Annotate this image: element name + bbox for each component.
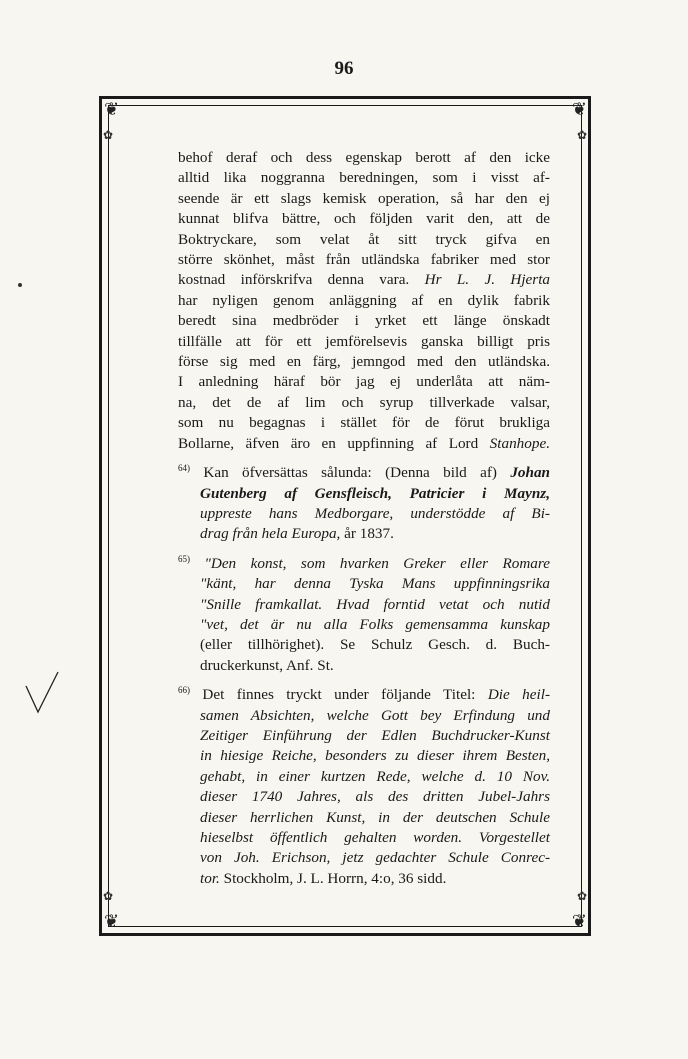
text-run: år 1837. [344,525,394,543]
footnote-66 [178,685,550,889]
text-run: Zeitiger Einführung der Edlen Buchdrucker-Kunst [200,726,550,744]
text-line: behof deraf och dess egenskap berott af den icke [178,149,550,166]
text-line [178,615,550,635]
text-line: som nu begagnas i stället för de förut brukliga [178,414,550,432]
text-run: samen Absichten, welche Gott bey Erfindung und [200,706,550,724]
text-line: har nyligen genom anläggning af en dylik fabrik [178,291,550,309]
text-line [178,685,550,705]
text-run: Johan [510,464,551,482]
text-line [178,574,550,594]
text-run: Bollarne, äfven äro en uppfinning af Lord [178,434,479,452]
text-line [178,463,550,483]
name-stanhope: Stanhope. [489,434,550,452]
page-number: 96 [334,58,354,79]
text-run: "känt, har denna Tyska Mans uppfinningsrika [200,575,550,593]
text-line [178,270,550,290]
text-run: drag från hela Europa, [200,525,341,543]
text-column [178,148,550,889]
text-run: kostnad införskrifva denna vara. [178,271,410,289]
text-line: druckerkunst, Anf. St. [200,656,334,674]
vine-ornament-icon: ✿ [576,128,588,142]
corner-ornament-icon: ❦ [104,99,119,120]
text-run: Gutenberg af Gensfleisch, Patricier i Maynz, [200,484,550,502]
footnote-number: 66) [178,685,190,696]
text-line: beredt sina medbröder i yrket ett länge önskadt [178,312,550,330]
text-line [178,504,550,524]
vine-ornament-icon: ✿ [576,888,588,903]
text-line: na, det de af lim och syrup tillverkade valsar, [178,393,550,411]
text-line: större skönhet, måst från utländska fabriker med stor [178,251,550,269]
vine-ornament-icon: ✿ [102,128,114,142]
footnote-65 [178,554,550,676]
text-run: Stockholm, J. L. Horrn, 4:o, 36 sidd. [223,869,447,887]
margin-dot [18,283,22,287]
text-line: (eller tillhörighet). Se Schulz Gesch. d. Buch- [200,636,550,654]
text-line: Boktryckare, som velat åt sitt tryck gifva en [178,230,550,248]
text-line [178,808,550,828]
text-line [178,434,550,454]
text-line [178,746,550,766]
text-run: dieser herrlichen Kunst, in der deutschen Schule [200,808,550,826]
text-line [178,524,550,544]
text-run: "Snille framkallat. Hvad forntid vetat och nutid [200,595,550,613]
text-run: von Joh. Erichson, jetz gedachter Schule Conrec- [200,849,550,867]
text-line: tillfälle att för ett jemförelsevis ganska billigt pris [178,332,550,350]
text-line [178,869,550,889]
text-run: dieser 1740 Jahres, als des dritten Jubel-Jahrs [200,788,550,806]
text-run: tor. [200,869,220,887]
text-line [178,554,550,574]
corner-ornament-icon: ❦ [104,911,119,932]
text-run: hieselbst öffentlich gehalten worden. Vorgestellet [200,829,550,846]
text-run: Det finnes tryckt under följande Titel: [202,686,476,704]
text-line [178,706,550,726]
text-line [178,787,550,807]
text-run: Kan öfversättas sålunda: (Denna bild af) [203,464,497,482]
text-line [178,726,550,746]
text-run: gehabt, in einer kurtzen Rede, welche d. 10 Nov. [200,767,550,785]
name-hjerta: Hr L. J. Hjerta [424,271,551,289]
checkmark-annotation [22,668,62,718]
text-run: in hiesige Reiche, besonders zu dieser ihrem Besten, [200,747,550,765]
text-line [178,848,550,868]
text-line: kunnat blifva bättre, och följden varit den, att de [178,210,550,228]
text-line [178,767,550,787]
corner-ornament-icon: ❦ [571,911,586,932]
text-line: I anledning häraf bör jag ej underlåta att näm- [178,373,550,391]
footnote-64 [178,463,550,545]
footnote-number: 65) [178,553,190,564]
vine-ornament-icon: ✿ [102,888,114,903]
text-line [178,595,550,615]
text-run: "Den konst, som hvarken Greker eller Romare [204,554,550,572]
text-line: förse sig med en färg, jemngod med den utländska. [178,353,550,371]
text-run: Die heil- [487,686,551,704]
text-line: seende är ett slags kemisk operation, så har den ej [178,189,550,207]
body-paragraph [178,148,550,454]
text-line [178,484,550,504]
footnote-number: 64) [178,463,190,474]
text-run: "vet, det är nu alla Folks gemensamma kunskap [200,615,550,633]
text-run: uppreste hans Medborgare, understödde af Bi- [200,504,550,522]
text-line [178,828,550,848]
corner-ornament-icon: ❦ [571,99,586,120]
text-line: alltid lika noggranna beredningen, som i visst af- [178,169,550,187]
